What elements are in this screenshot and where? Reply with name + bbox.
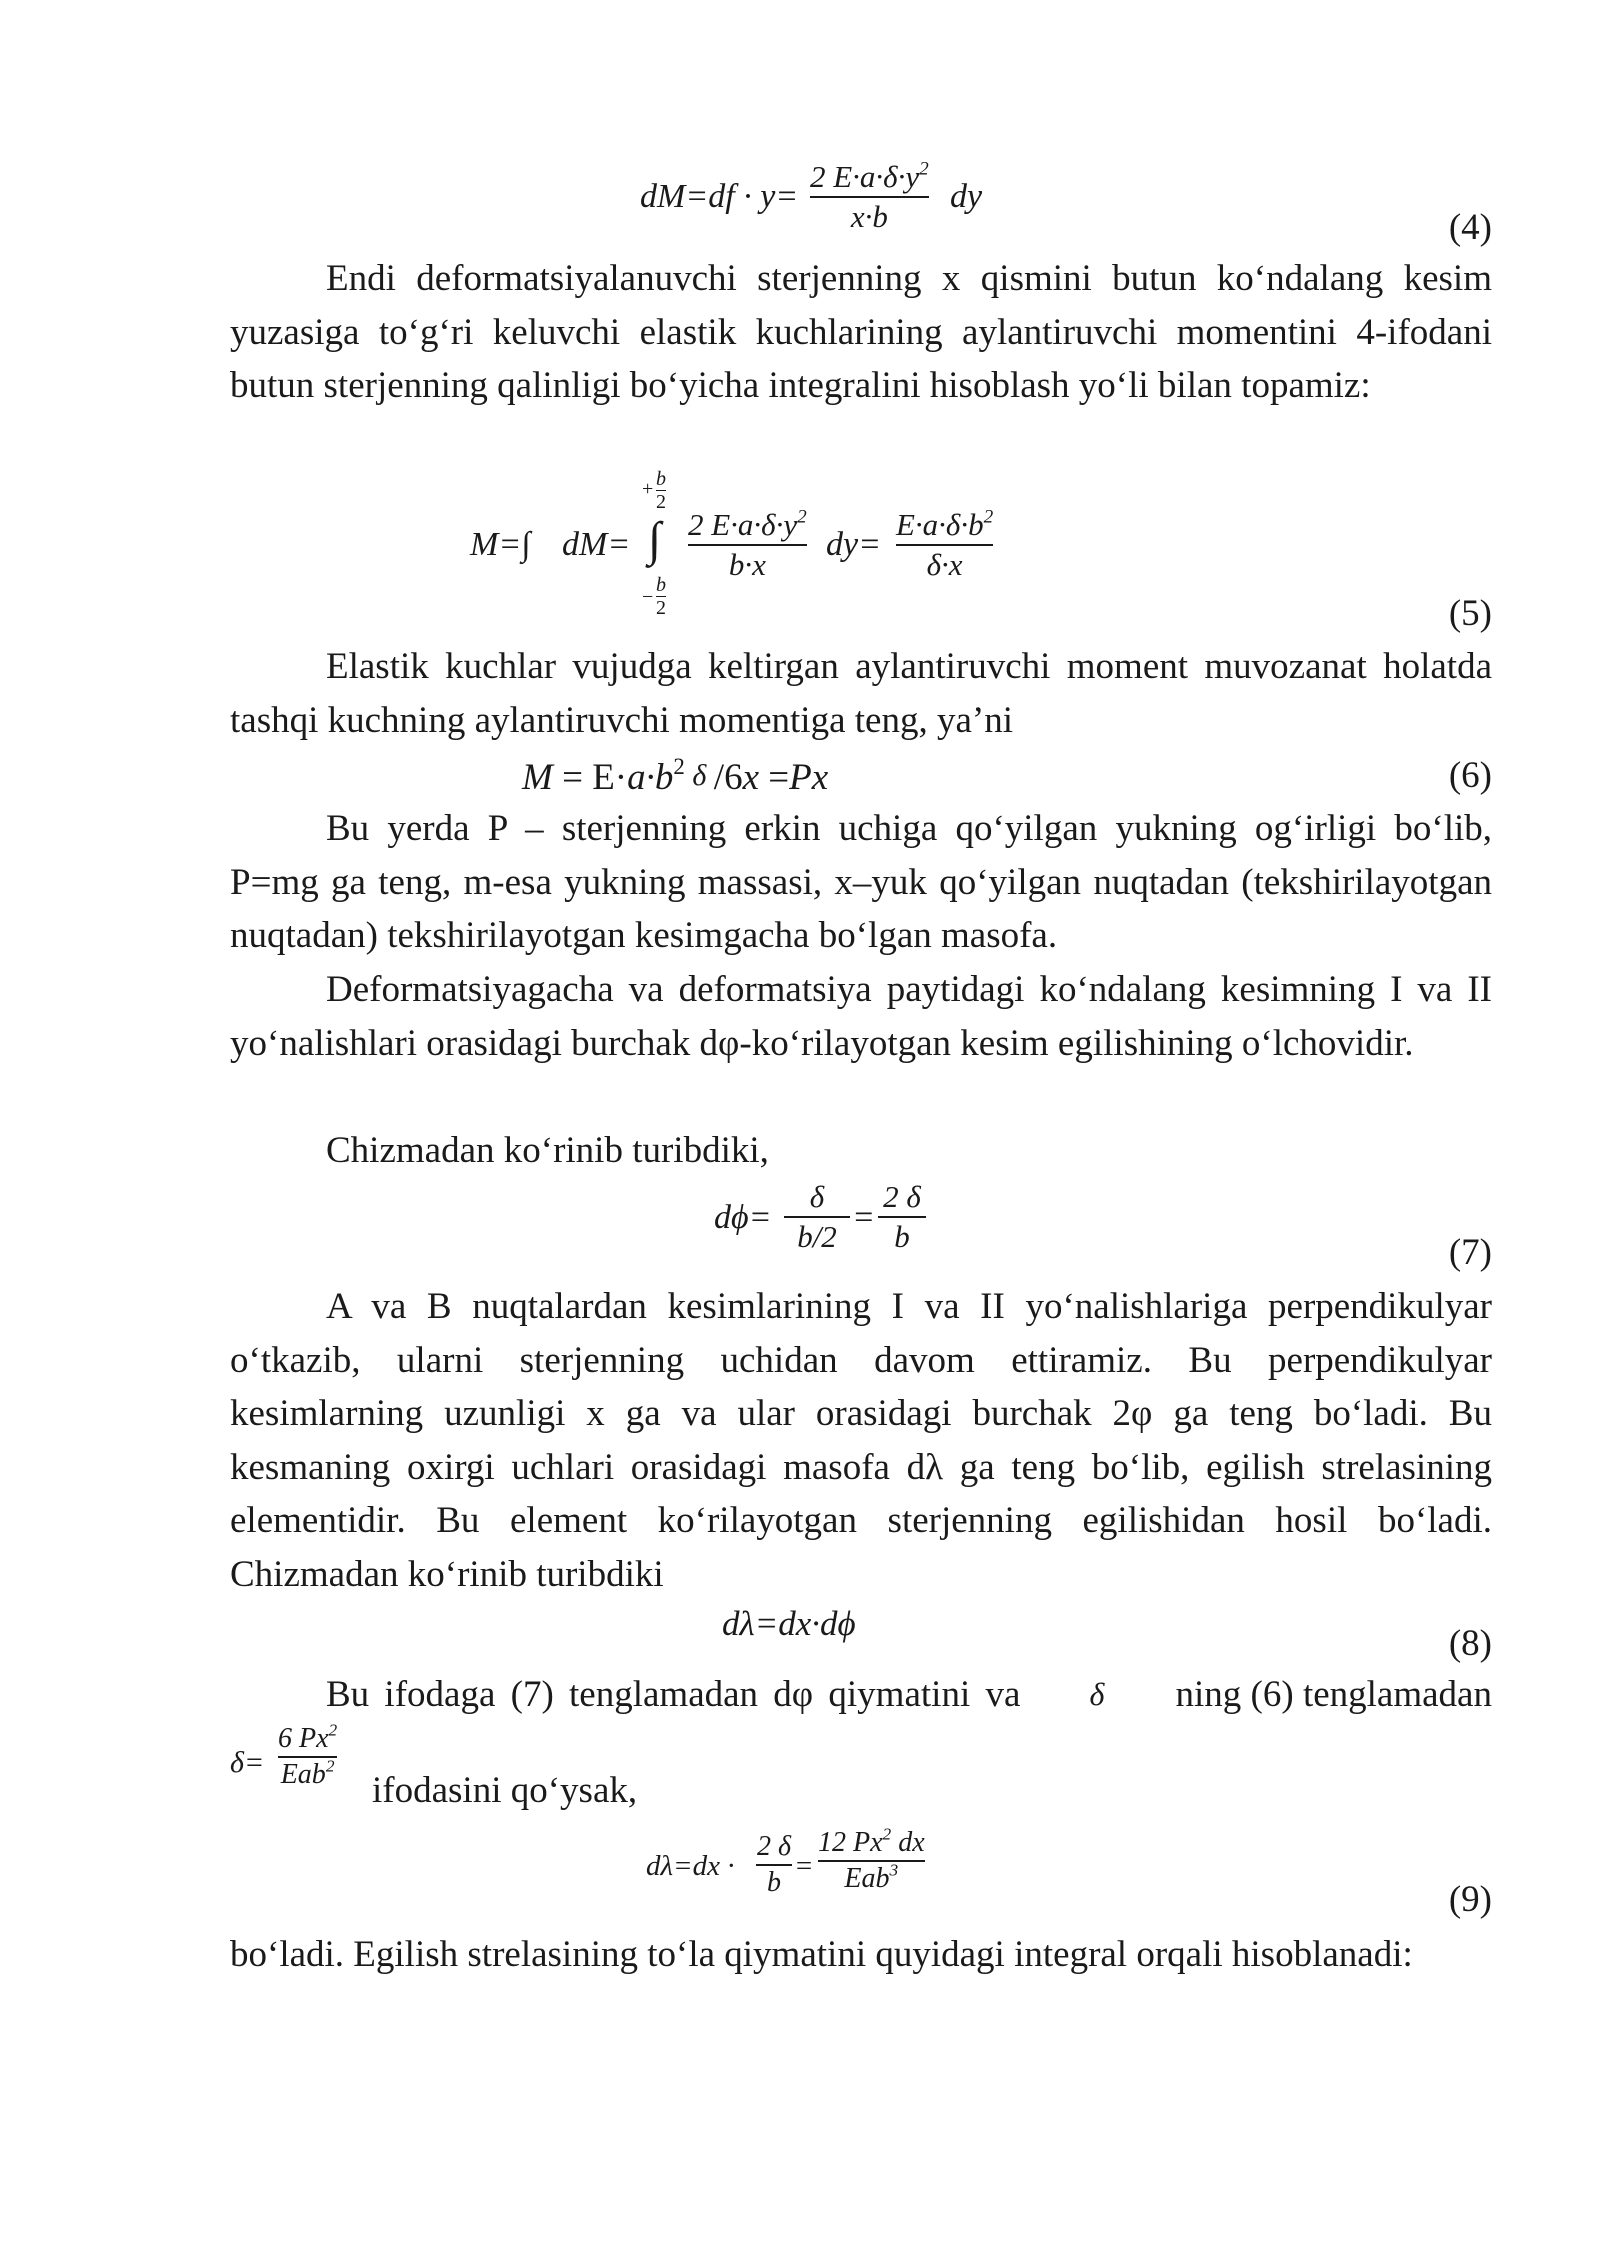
paragraph-5: Chizmadan ko‘rinib turibdiki,	[326, 1130, 769, 1171]
paragraph-2: Elastik kuchlar vujudga keltirgan aylantiruvchi moment muvozanat holatda tashqi kuchning aylantiruvchi momentiga teng, ya’ni	[230, 646, 1492, 741]
paragraph-6: A va B nuqtalardan kesimlarining I va II yo‘nalishlariga perpendikulyar o‘tkazib, ularni sterjenning uchidan davom ettiramiz. Bu perpendikulyar kesimlarning uzunligi x ga va ular orasidagi burchak 2φ ga teng bo‘ladi. Bu kesmaning oxirgi uchlari orasidagi masofa dλ ga teng bo‘lib, egilish strelasining elementidir. Bu element ko‘rilayotgan sterjenning egilishidan hosil bo‘ladi. Chizmadan ko‘rinib turibdiki	[230, 1286, 1492, 1595]
eq9-lhs: dλ=dx ·	[646, 1850, 735, 1882]
eq5-upper-sign: +	[642, 478, 654, 500]
paragraph-7: Bu ifodaga (7) tenglamadan dφ qiymatini va δ ning (6) tenglamadan	[326, 1668, 1492, 1722]
equation-6: $M = E\cdot a\cdot b^2$ δ /6x =Px	[522, 754, 829, 798]
equation-number-4: (4)	[1448, 207, 1492, 248]
eq7-lhs: dϕ=	[714, 1199, 772, 1236]
eq7-eq: =	[852, 1199, 875, 1236]
delta-fraction: 6 Px$^2$ Eab$^2$	[278, 1720, 338, 1790]
eq5-fraction-1: 2 $E\cdot a\cdot\delta\cdot y^2$ b·x	[688, 506, 807, 582]
eq5-lhs2: dM=	[562, 526, 631, 563]
eq5-lhs1: M=∫	[470, 526, 531, 563]
equation-number-6: (6)	[1448, 755, 1492, 796]
eq5-mid: dy=	[826, 526, 882, 563]
eq5-upper-limit: b 2	[656, 468, 666, 513]
eq5-integral-sign: ∫	[648, 513, 662, 566]
equation-number-8: (8)	[1448, 1623, 1492, 1664]
eq5-fraction-2: $E\cdot a\cdot\delta\cdot b^2$ δ·x	[896, 506, 994, 582]
equation-number-9: (9)	[1448, 1879, 1492, 1920]
eq5-lower-sign: −	[642, 586, 654, 608]
eq4-rhs: dy	[950, 178, 983, 215]
paragraph-4: Deformatsiyagacha va deformatsiya paytidagi ko‘ndalang kesimning I va II yo‘nalishlari orasidagi burchak dφ-ko‘rilayotgan kesim egilishining o‘lchovidir.	[230, 969, 1492, 1064]
equation-number-7: (7)	[1448, 1232, 1492, 1273]
eq5-lower-limit: b 2	[656, 574, 666, 619]
delta-lhs: δ=	[230, 1746, 265, 1779]
eq4-numerator: 2 E·a·δ·y	[810, 159, 920, 194]
eq4-denominator: x·b	[850, 199, 888, 234]
equation-8: dλ=dx·dϕ	[722, 1604, 856, 1643]
eq4-lhs: dM=df · y=	[640, 178, 799, 215]
eq9-fraction-1: 2 δ b	[756, 1831, 791, 1898]
eq9-eq: =	[794, 1850, 814, 1882]
eq9-fraction-2: 12 Px$^2$ dx Eab$^3$	[818, 1824, 925, 1894]
eq7-fraction-2: 2 δ b	[878, 1178, 926, 1256]
delta-symbol: δ	[1089, 1676, 1105, 1712]
eq4-fraction: 2 $E\cdot a\cdot\delta\cdot y^2$ x·b	[810, 158, 929, 234]
paragraph-8: bo‘ladi. Egilish strelasining to‘la qiymatini quyidagi integral orqali hisoblanadi:	[230, 1934, 1413, 1975]
paragraph-3: Bu yerda P – sterjenning erkin uchiga qo‘yilgan yukning og‘irligi bo‘lib, P=mg ga teng, m-esa yukning massasi, x–yuk qo‘yilgan nuqtadan (tekshirilayotgan nuqtadan) tekshirilayotgan kesimgacha bo‘lgan masofa.	[230, 808, 1492, 956]
delta-tail-text: ifodasini qo‘ysak,	[372, 1770, 638, 1811]
equation-number-5: (5)	[1448, 593, 1492, 634]
eq7-fraction-1: δ b/2	[784, 1178, 850, 1256]
paragraph-1: Endi deformatsiyalanuvchi sterjenning x qismini butun ko‘ndalang kesim yuzasiga to‘g‘ri keluvchi elastik kuchlarining aylantiruvchi momentini 4-ifodani butun sterjenning qalinligi bo‘yicha integralini hisoblash yo‘li bilan topamiz:	[230, 258, 1492, 406]
